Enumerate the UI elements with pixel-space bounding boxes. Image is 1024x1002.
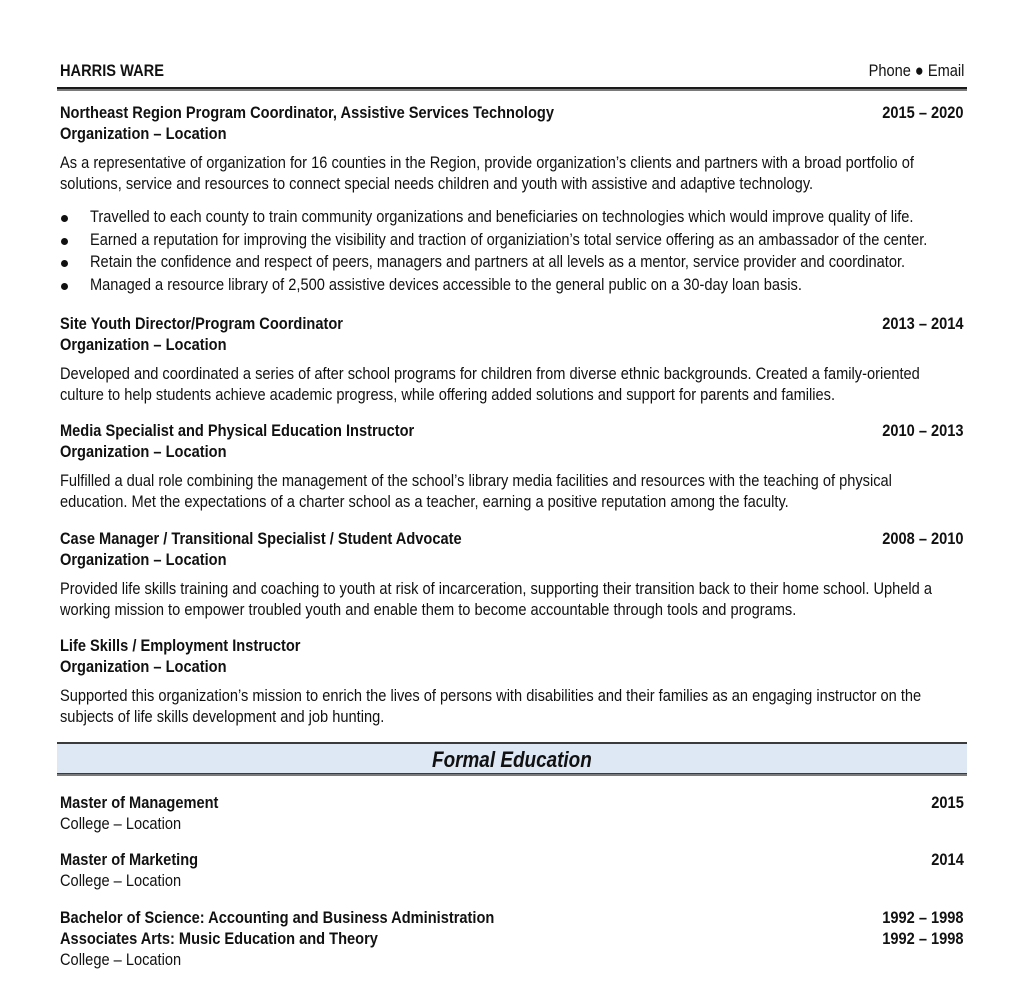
degree-title: Bachelor of Science: Accounting and Business Administration (60, 908, 495, 927)
job-description: Developed and coordinated a series of after school programs for children from diverse ethnic backgrounds. Created a family-oriented culture to help students achieve academic progress, while offering added solutions and support for parents and families. (60, 364, 920, 404)
job-description: Provided life skills training and coaching to youth at risk of incarceration, supporting their transition back to their home school. Upheld a working mission to empower troubled youth and enable them to become accountable through tools and programs. (60, 579, 932, 619)
section-heading-band (57, 742, 967, 776)
job-title: Site Youth Director/Program Coordinator (60, 314, 343, 333)
job-dates: 2010 – 2013 (882, 421, 964, 440)
job-dates: 2008 – 2010 (882, 529, 964, 548)
degree-year: 1992 – 1998 (882, 908, 964, 927)
section-heading: Formal Education (432, 747, 592, 772)
job-description: Supported this organization’s mission to enrich the lives of persons with disabilities and their families as an engaging instructor on the subjects of life skills development and job hunting. (60, 686, 922, 726)
school-location: College – Location (60, 950, 182, 969)
bullet-icon (61, 283, 68, 290)
band-bottom-rule-shadow (57, 774, 967, 776)
bullet-item: Earned a reputation for improving the visibility and traction of organiziation’s total service offering as an ambassador of the center. (60, 229, 964, 252)
degree-year: 1992 – 1998 (882, 929, 964, 948)
degree-title: Master of Management (60, 793, 219, 812)
degree-year: 2014 (931, 850, 964, 869)
job-title: Case Manager / Transitional Specialist / Student Advocate (60, 529, 462, 548)
job-title: Media Specialist and Physical Education Instructor (60, 421, 415, 440)
job-dates: 2013 – 2014 (882, 314, 964, 333)
job-description: As a representative of organization for 16 counties in the Region, provide organization’s clients and partners with a broad portfolio of solutions, service and resources to connect special needs children and youth with assistive and adaptive technology. (60, 153, 914, 193)
band-top-rule (57, 742, 967, 744)
school-location: College – Location (60, 871, 182, 890)
bullet-item: Travelled to each county to train community organizations and beneficiaries on technologies which would improve quality of life. (60, 206, 964, 229)
job-organization: Organization – Location (60, 124, 227, 143)
bullet-icon (61, 215, 68, 222)
degree-title: Associates Arts: Music Education and Theory (60, 929, 378, 948)
job-organization: Organization – Location (60, 442, 227, 461)
job-title: Northeast Region Program Coordinator, Assistive Services Technology (60, 103, 554, 122)
bullet-item: Managed a resource library of 2,500 assistive devices accessible to the general public on a 30-day loan basis. (60, 274, 964, 297)
degree-title: Master of Marketing (60, 850, 199, 869)
bullet-icon (61, 238, 68, 245)
degree-year: 2015 (931, 793, 964, 812)
bullet-icon (61, 260, 68, 267)
resume-header (60, 60, 964, 81)
header-divider-shadow (57, 89, 967, 91)
job-accomplishments (60, 206, 964, 296)
job-dates: 2015 – 2020 (882, 103, 964, 122)
job-organization: Organization – Location (60, 657, 227, 676)
job-title: Life Skills / Employment Instructor (60, 636, 301, 655)
job-organization: Organization – Location (60, 550, 227, 569)
job-description: Fulfilled a dual role combining the management of the school’s library media facilities and resources with the teaching of physical education. Met the expectations of a charter school as a teacher, earning a positive reputation among the faculty. (60, 471, 892, 511)
bullet-item: Retain the confidence and respect of peers, managers and partners at all levels as a mentor, service provider and coordinator. (60, 251, 964, 274)
contact-info: Phone ● Email (868, 61, 964, 80)
job-organization: Organization – Location (60, 335, 227, 354)
candidate-name: HARRIS WARE (60, 61, 164, 80)
school-location: College – Location (60, 814, 182, 833)
